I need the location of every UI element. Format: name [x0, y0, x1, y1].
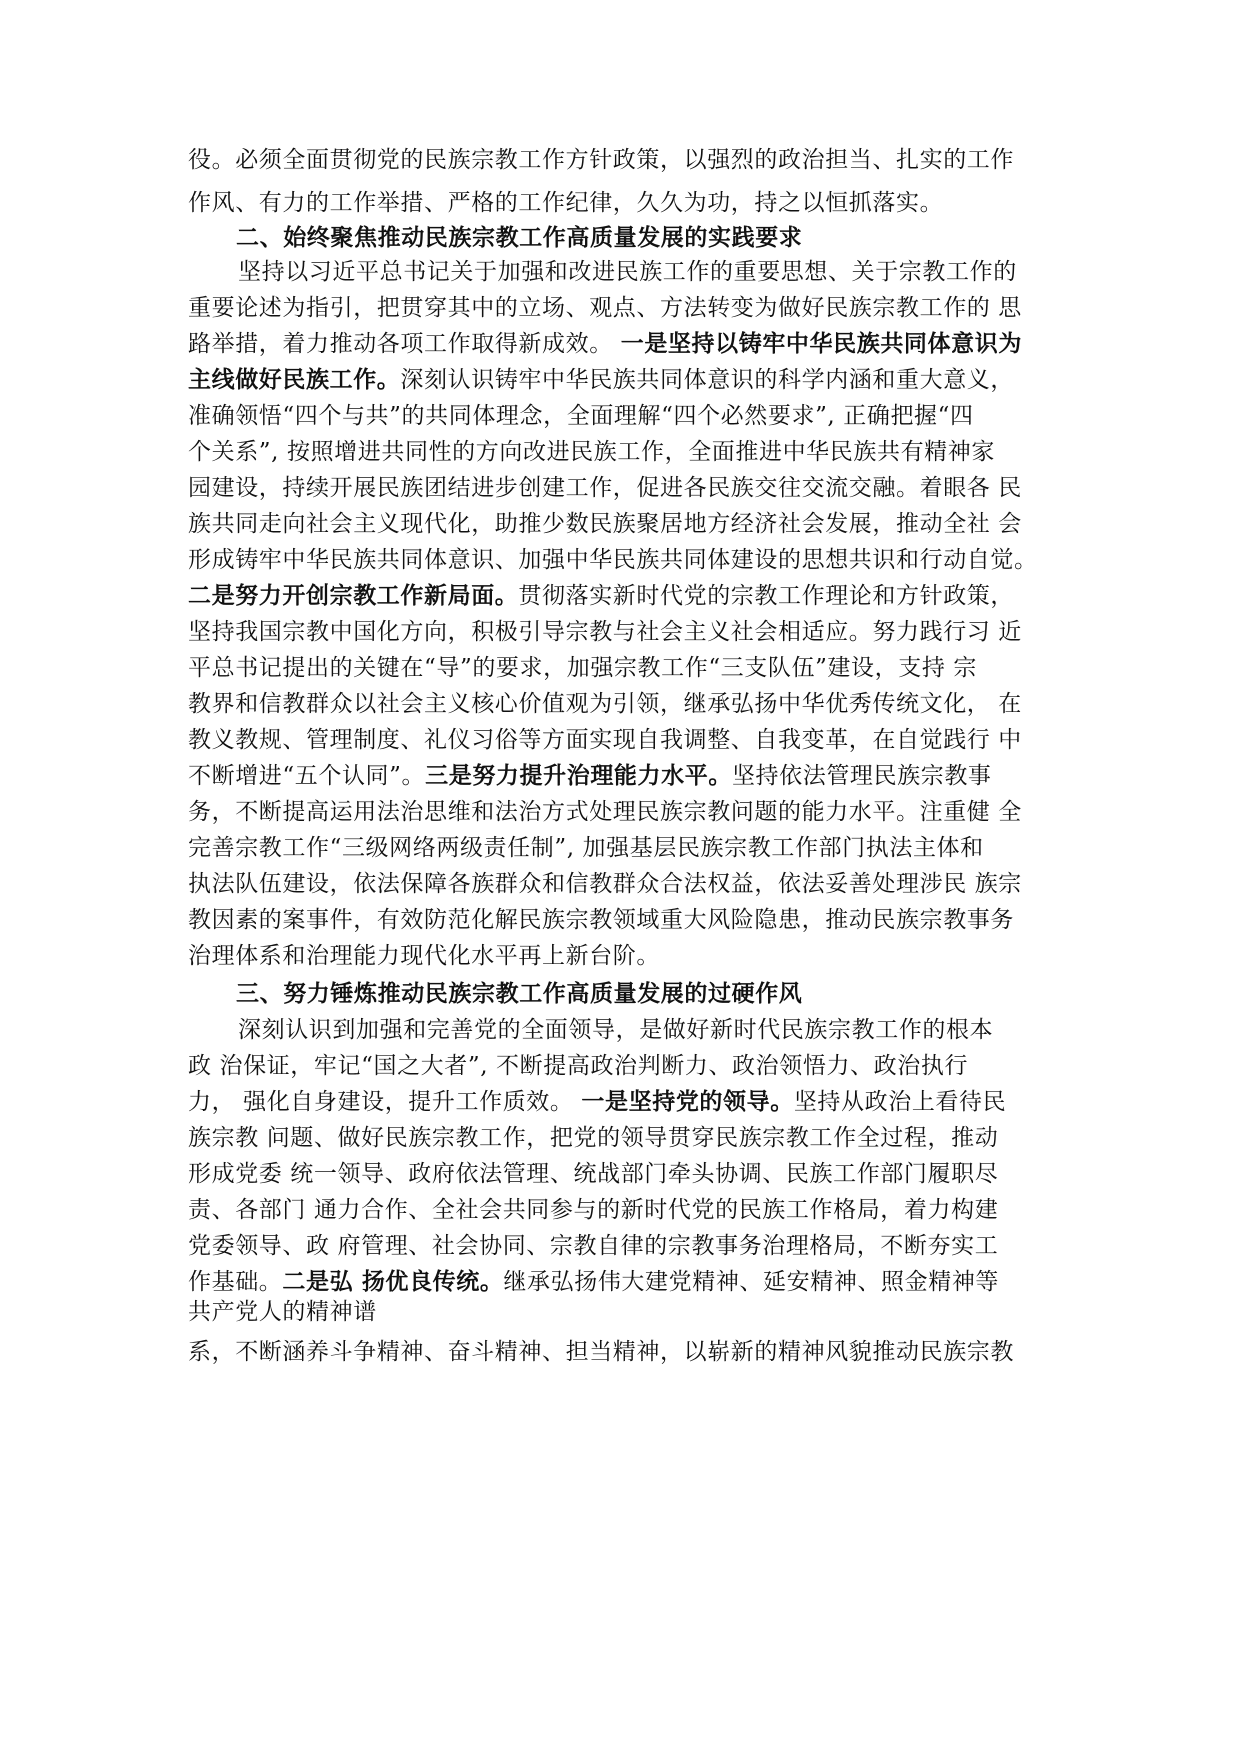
- paragraph-line: 教界和信教群众以社会主义核心价值观为引领，继承弘扬中华优秀传统文化， 在: [188, 691, 1022, 717]
- paragraph-line: 教因素的案事件，有效防范化解民族宗教领域重大风险隐患，推动民族宗教事务: [188, 907, 1014, 933]
- paragraph-line: [188, 1266, 999, 1298]
- paragraph-line: [188, 580, 1014, 612]
- bold-point-4: 一是坚持党的领导。: [581, 1088, 794, 1115]
- paragraph-line: 党委领导、政 府管理、社会协同、宗教自律的宗教事务治理格局，不断夯实工: [188, 1233, 999, 1259]
- paragraph-line: 执法队伍建设，依法保障各族群众和信教群众合法权益，依法妥善处理涉民 族宗: [188, 871, 1022, 897]
- paragraph-line: 政 治保证，牢记“国之大者”, 不断提高政治判断力、政治领悟力、政治执行: [188, 1053, 969, 1079]
- line-text: 作基础。: [188, 1269, 283, 1295]
- paragraph-line: 平总书记提出的关键在“导”的要求，加强宗教工作“三支队伍”建设，支持 宗: [188, 655, 977, 681]
- line-text: 深刻认识铸牢中华民族共同体意识的科学内涵和重大意义，: [400, 367, 1015, 393]
- paragraph-line: 务，不断提高运用法治思维和法治方式处理民族宗教问题的能力水平。注重健 全: [188, 799, 1022, 825]
- line-text: 坚持从政治上看待民: [793, 1089, 1007, 1115]
- paragraph-line: 族宗教 问题、做好民族宗教工作，把党的领导贯穿民族宗教工作全过程，推动: [188, 1125, 999, 1151]
- line-text: 力， 强化自身建设，提升工作质效。: [188, 1089, 582, 1115]
- paragraph-line: 深刻认识到加强和完善党的全面领导，是做好新时代民族宗教工作的根本: [238, 1017, 994, 1043]
- paragraph-line: 作风、有力的工作举措、严格的工作纪律，久久为功，持之以恒抓落实。: [188, 190, 944, 216]
- paragraph-line: 准确领悟“四个与共”的共同体理念，全面理解“四个必然要求”, 正确把握“四: [188, 403, 974, 429]
- paragraph-line: 系，不断涵养斗争精神、奋斗精神、担当精神，以崭新的精神风貌推动民族宗教: [188, 1339, 1014, 1365]
- paragraph-line: 形成铸牢中华民族共同体意识、加强中华民族共同体建设的思想共识和行动自觉。: [188, 547, 1038, 573]
- paragraph-line: 坚持我国宗教中国化方向，积极引导宗教与社会主义社会相适应。努力践行习 近: [188, 619, 1022, 645]
- line-text: 继承弘扬伟大建党精神、延安精神、照金精神等: [503, 1269, 1000, 1295]
- line-text: 坚持依法管理民族宗教事: [731, 763, 992, 789]
- paragraph-line: 责、各部门 通力合作、全社会共同参与的新时代党的民族工作格局，着力构建: [188, 1197, 999, 1223]
- paragraph-line: [188, 364, 1014, 396]
- bold-point-2: 二是努力开创宗教工作新局面。: [188, 582, 519, 609]
- paragraph-line: 重要论述为指引，把贯穿其中的立场、观点、方法转变为做好民族宗教工作的 思: [188, 295, 1022, 321]
- section-heading-3: 三、努力锤炼推动民族宗教工作高质量发展的过硬作风: [236, 980, 803, 1007]
- line-text: 不断增进“五个认同”。: [188, 763, 426, 789]
- paragraph-line: 形成党委 统一领导、政府依法管理、统战部门牵头协调、民族工作部门履职尽: [188, 1161, 999, 1187]
- bold-point-1-end: 主线做好民族工作。: [188, 366, 401, 393]
- bold-point-1: 一是坚持以铸牢中华民族共同体意识为: [620, 330, 1022, 357]
- line-text: 路举措，着力推动各项工作取得新成效。: [188, 331, 621, 357]
- paragraph-line: [188, 760, 992, 792]
- paragraph-line: 共产党人的精神谱: [188, 1299, 377, 1325]
- bold-point-5: 二是弘 扬优良传统。: [282, 1268, 504, 1295]
- section-heading-2: 二、始终聚焦推动民族宗教工作高质量发展的实践要求: [236, 224, 803, 251]
- paragraph-line: 役。必须全面贯彻党的民族宗教工作方针政策，以强烈的政治担当、扎实的工作: [188, 147, 1014, 173]
- paragraph-line: [188, 1086, 1006, 1118]
- line-text: 贯彻落实新时代党的宗教工作理论和方针政策，: [518, 583, 1015, 609]
- bold-point-3: 三是努力提升治理能力水平。: [425, 762, 732, 789]
- paragraph-line: 坚持以习近平总书记关于加强和改进民族工作的重要思想、关于宗教工作的: [238, 259, 1017, 285]
- paragraph-line: 族共同走向社会主义现代化，助推少数民族聚居地方经济社会发展，推动全社 会: [188, 511, 1022, 537]
- paragraph-line: [188, 328, 1022, 360]
- paragraph-line: 治理体系和治理能力现代化水平再上新台阶。: [188, 943, 660, 969]
- paragraph-line: 完善宗教工作“三级网络两级责任制”, 加强基层民族宗教工作部门执法主体和: [188, 835, 984, 861]
- paragraph-line: 园建设，持续开展民族团结进步创建工作，促进各民族交往交流交融。着眼各 民: [188, 475, 1022, 501]
- paragraph-line: 个关系”, 按照增进共同性的方向改进民族工作，全面推进中华民族共有精神家: [188, 439, 995, 465]
- paragraph-line: 教义教规、管理制度、礼仪习俗等方面实现自我调整、自我变革，在自觉践行 中: [188, 727, 1022, 753]
